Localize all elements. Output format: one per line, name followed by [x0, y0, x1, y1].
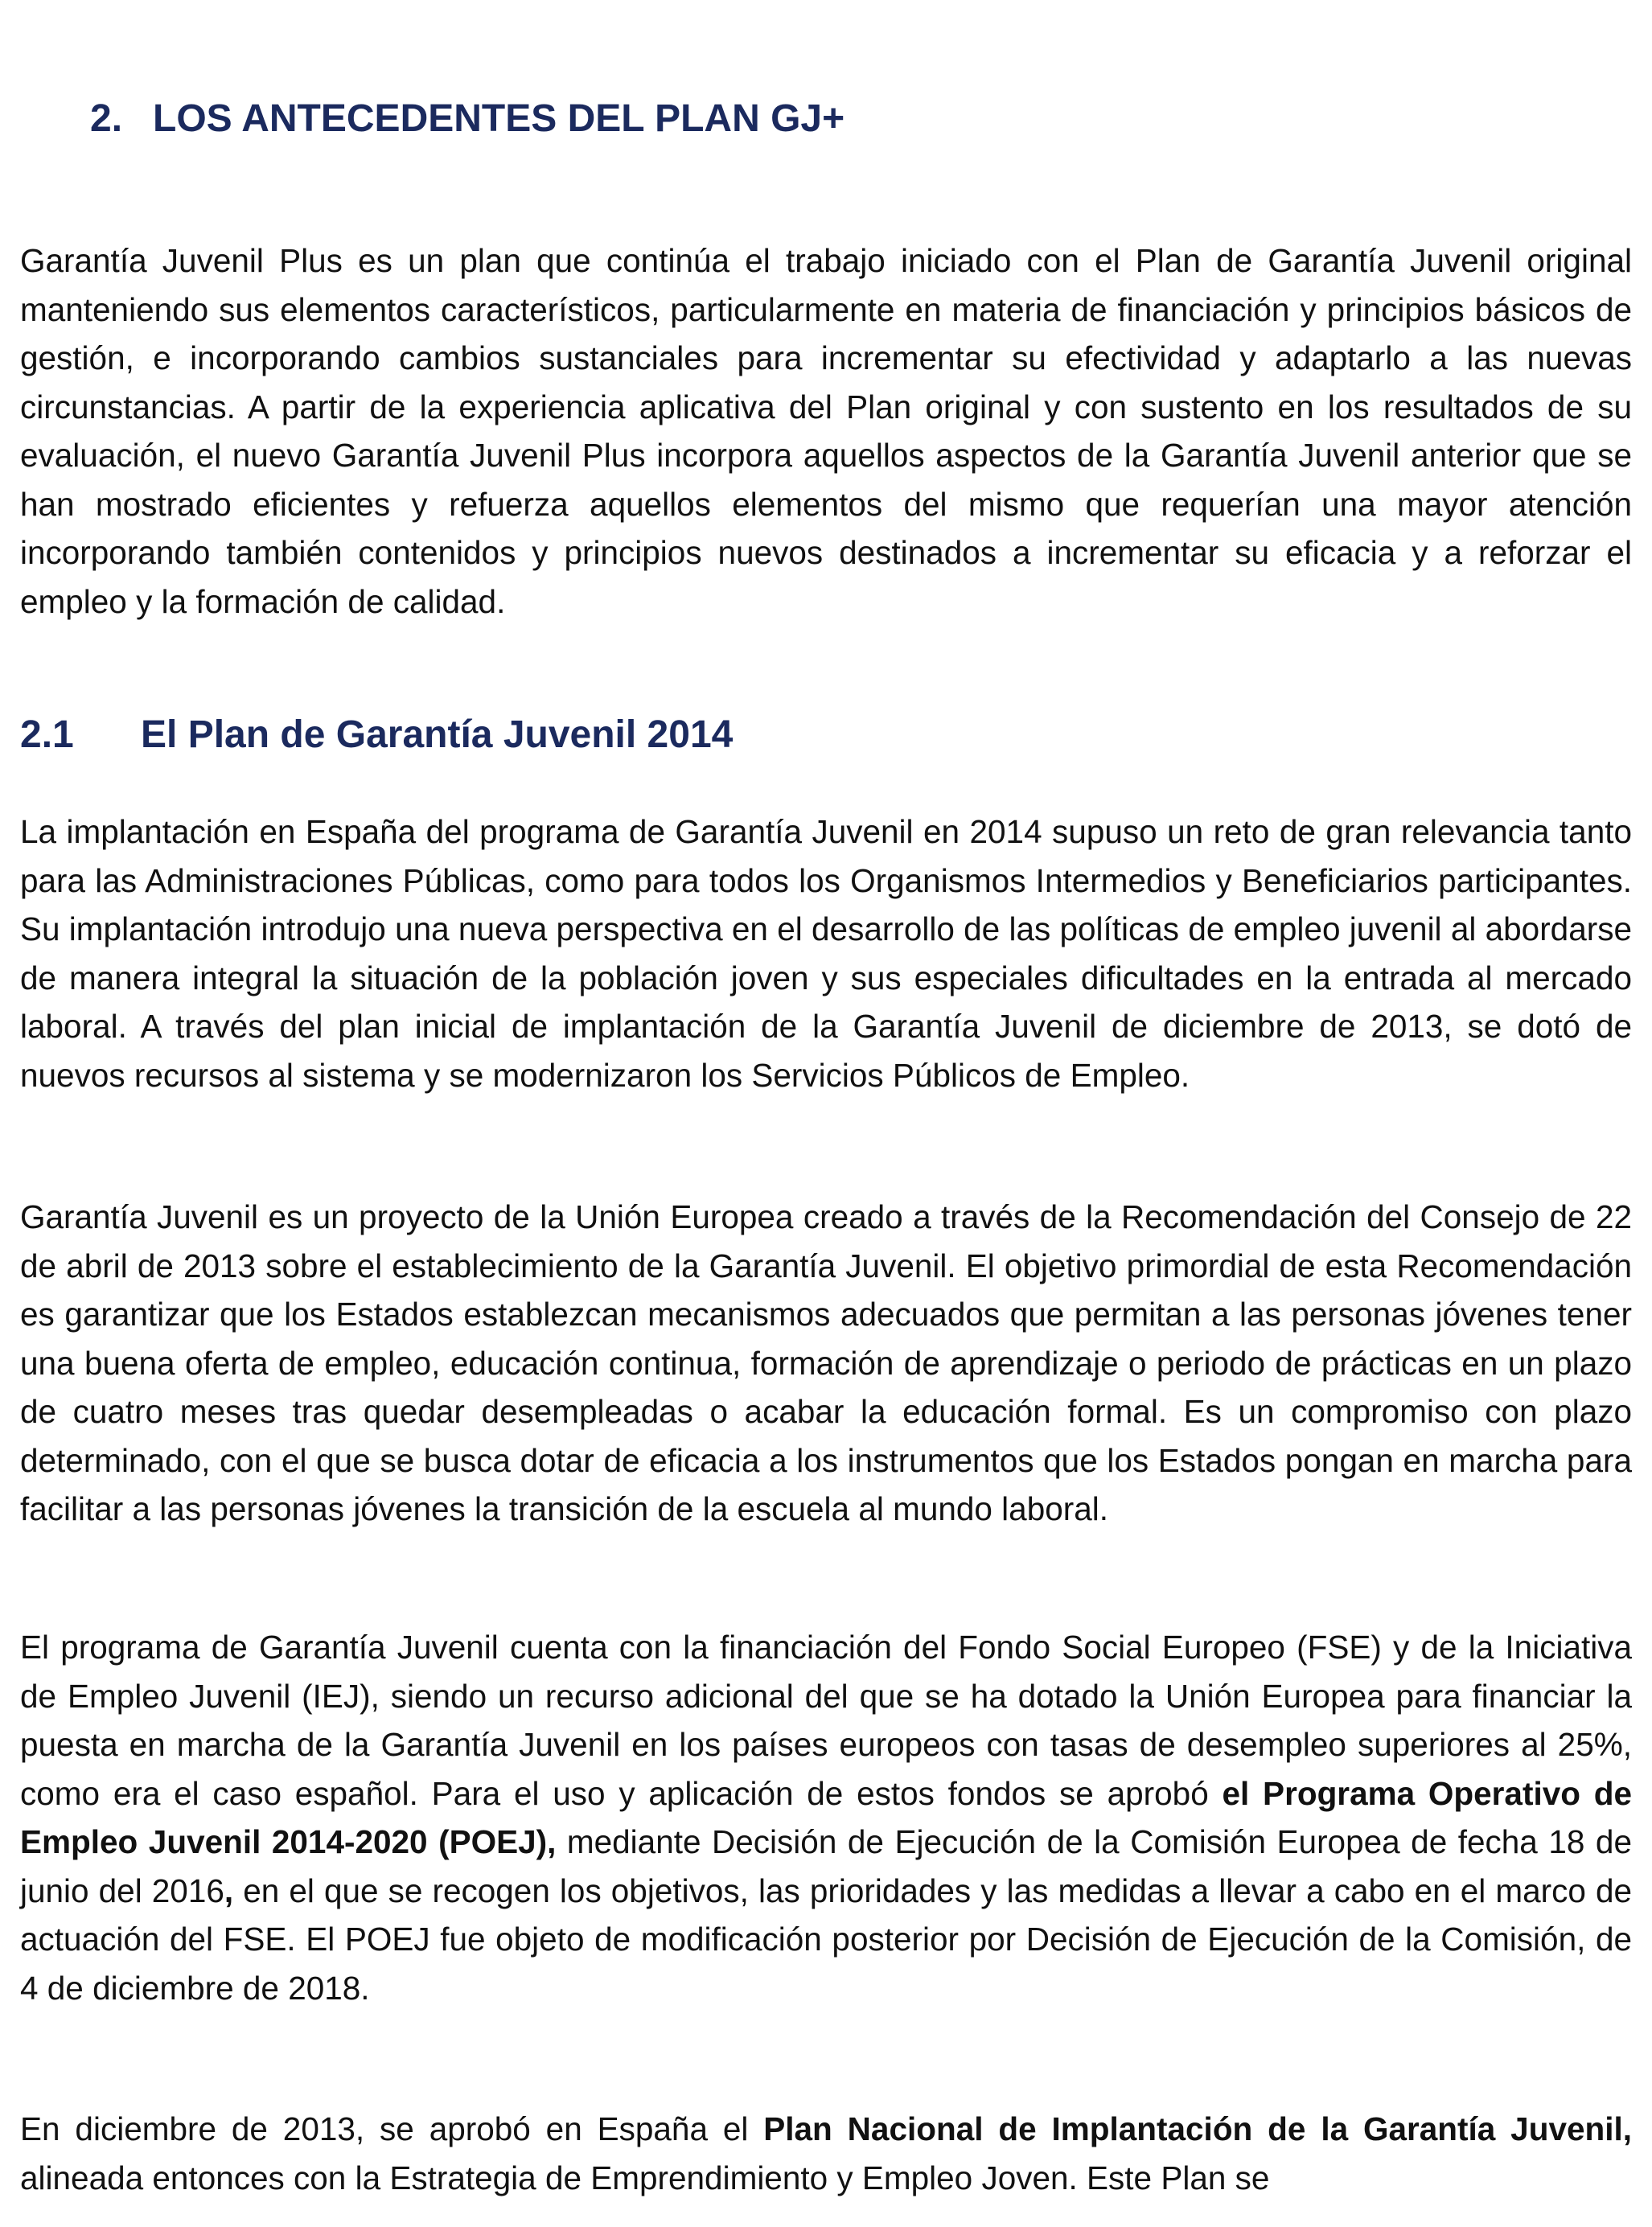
paragraph-financiacion [20, 1623, 1632, 2012]
text-run: El programa de Garantía Juvenil cuenta con la financiación del Fondo Social Europeo (FSE) y de la Iniciativa de Empleo Juvenil (IEJ), siendo un recurso adicional del que se ha dotado la Unión Europea para financiar la puesta en marcha de la Garantía Juvenil en los países europeos con tasas de desempleo superiores al 25%, como era el caso español. Para el uso y aplicación de estos fondos se aprobó [20, 1629, 1632, 1812]
text-run: mediante Decisión de Ejecución de la Comisión Europea de fecha 18 de junio del 2016 [20, 1823, 1632, 1909]
bold-text-run: el Programa Operativo de Empleo Juvenil 2014-2020 (POEJ), [20, 1774, 1632, 1860]
text-run: En diciembre de 2013, se aprobó en España el [20, 2110, 764, 2147]
subsection-title: El Plan de Garantía Juvenil 2014 [141, 713, 734, 756]
paragraph-plan-nacional [20, 2105, 1632, 2202]
paragraph-proyecto-ue: Garantía Juvenil es un proyecto de la Unión Europea creado a través de la Recomendación del Consejo de 22 de abril de 2013 sobre el establecimiento de la Garantía Juvenil. El objetivo primordial de esta Recomendación es garantizar que los Estados establezcan mecanismos adecuados que permitan a las personas jóvenes tener una buena oferta de empleo, educación continua, formación de aprendizaje o periodo de prácticas en un plazo de cuatro meses tras quedar desempleadas o acabar la educación formal. Es un compromiso con plazo determinado, con el que se busca dotar de eficacia a los instrumentos que los Estados pongan en marcha para facilitar a las personas jóvenes la transición de la escuela al mundo laboral. [20, 1198, 1632, 1527]
section-number: 2. [90, 97, 123, 140]
subsection-number: 2.1 [20, 713, 74, 756]
subsection-heading [20, 711, 733, 759]
section-heading [90, 95, 844, 143]
text-run: en el que se recogen los objetivos, las prioridades y las medidas a llevar a cabo en el marco de actuación del FSE. El POEJ fue objeto de modificación posterior por Decisión de Ejecución de la Comisión, de 4 de diciembre de 2018. [20, 1872, 1632, 2007]
paragraph-implantacion: La implantación en España del programa de Garantía Juvenil en 2014 supuso un reto de gran relevancia tanto para las Administraciones Públicas, como para todos los Organismos Intermedios y Beneficiarios participantes. Su implantación introdujo una nueva perspectiva en el desarrollo de las políticas de empleo juvenil al abordarse de manera integral la situación de la población joven y sus especiales dificultades en la entrada al mercado laboral. A través del plan inicial de implantación de la Garantía Juvenil de diciembre de 2013, se dotó de nuevos recursos al sistema y se modernizaron los Servicios Públicos de Empleo. [20, 813, 1632, 1094]
bold-text-run: , [224, 1872, 234, 1909]
bold-text-run: Plan Nacional de Implantación de la Garantía Juvenil, [763, 2110, 1632, 2147]
text-run: alineada entonces con la Estrategia de Emprendimiento y Empleo Joven. Este Plan se [20, 2159, 1270, 2196]
section-title: LOS ANTECEDENTES DEL PLAN GJ+ [153, 97, 845, 140]
intro-paragraph: Garantía Juvenil Plus es un plan que continúa el trabajo iniciado con el Plan de Garantía Juvenil original manteniendo sus elementos característicos, particularmente en materia de financiación y principios básicos de gestión, e incorporando cambios sustanciales para incrementar su efectividad y adaptarlo a las nuevas circunstancias. A partir de la experiencia aplicativa del Plan original y con sustento en los resultados de su evaluación, el nuevo Garantía Juvenil Plus incorpora aquellos aspectos de la Garantía Juvenil anterior que se han mostrado eficientes y refuerza aquellos elementos del mismo que requerían una mayor atención incorporando también contenidos y principios nuevos destinados a incrementar su eficacia y a reforzar el empleo y la formación de calidad. [20, 242, 1632, 620]
